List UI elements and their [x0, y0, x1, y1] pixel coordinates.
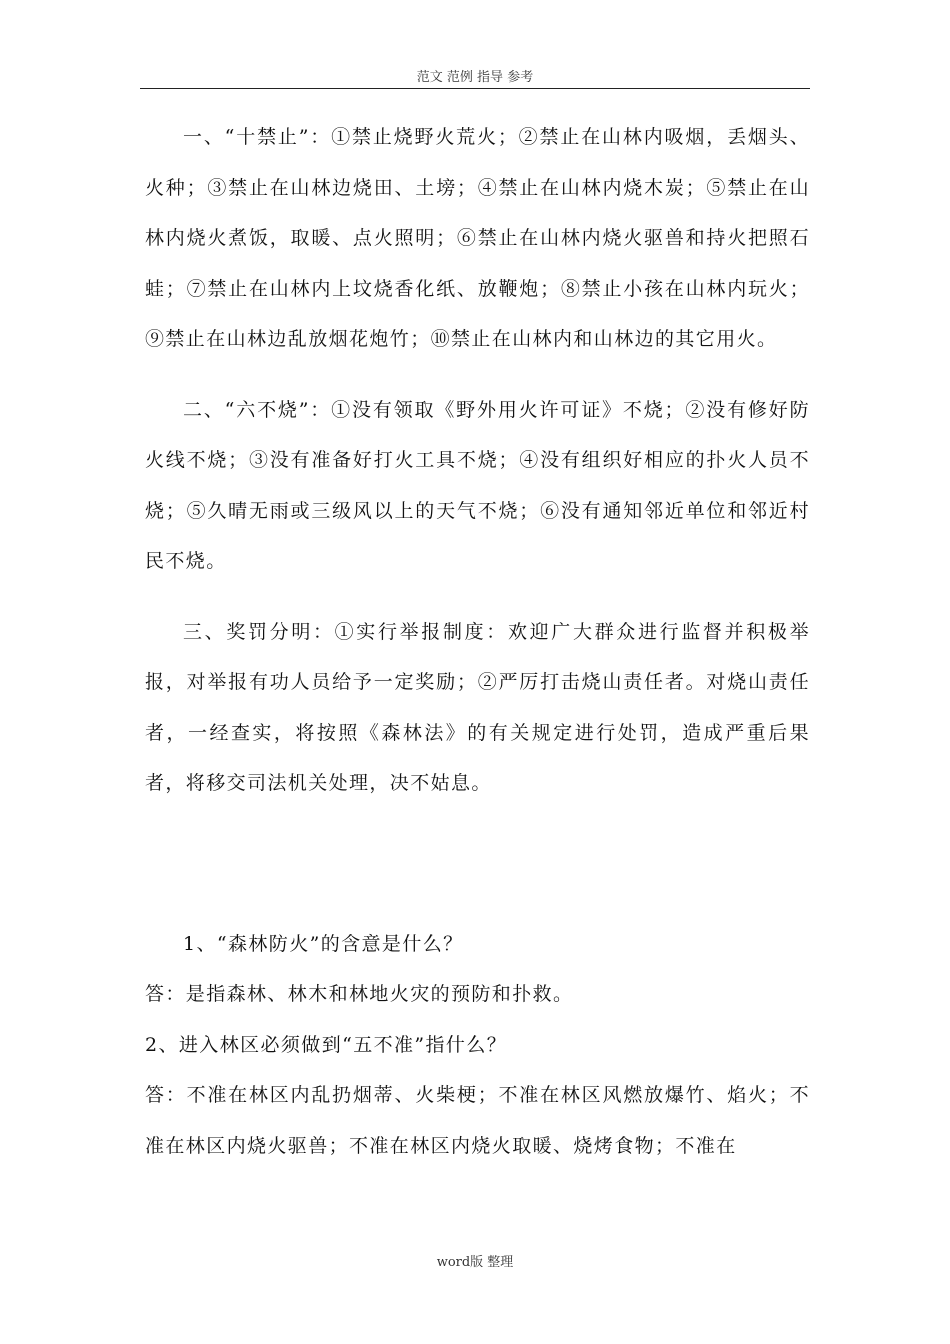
answer-1: 答：是指森林、林木和林地火灾的预防和扑救。	[145, 983, 574, 1005]
page-header: 范文 范例 指导 参考	[416, 70, 534, 85]
header-divider	[140, 88, 810, 89]
paragraph-six-no-burning: 二、“六不烧”：①没有领取《野外用火许可证》不烧；②没有修好防火线不烧；③没有准备好打火工具不烧；④没有组织好相应的扑火人员不烧；⑤久晴无雨或三级风以上的天气不烧；⑥没有通知邻近单位和邻近村民不烧。	[145, 398, 810, 572]
page-footer: word版 整理	[436, 1255, 514, 1270]
qa-section	[145, 919, 810, 1172]
answer-2: 答：不准在林区内乱扔烟蒂、火柴梗；不准在林区风燃放爆竹、焰火；不准在林区内烧火驱兽；不准在林区内烧火取暖、烧烤食物；不准在	[145, 1084, 810, 1157]
paragraph-rewards-penalties: 三、奖罚分明：①实行举报制度：欢迎广大群众进行监督并积极举报，对举报有功人员给予一定奖励；②严厉打击烧山责任者。对烧山责任者，一经查实，将按照《森林法》的有关规定进行处罚，造成严重后果者，将移交司法机关处理，决不姑息。	[145, 620, 810, 794]
question-2: 2、进入林区必须做到“五不准”指什么？	[145, 1033, 508, 1056]
paragraph-ten-prohibitions: 一、“十禁止”：①禁止烧野火荒火；②禁止在山林内吸烟，丢烟头、火种；③禁止在山林边烧田、土塝；④禁止在山林内烧木炭；⑤禁止在山林内烧火煮饭，取暖、点火照明；⑥禁止在山林内烧火驱兽和持火把照石蛙；⑦禁止在山林内上坟烧香化纸、放鞭炮；⑧禁止小孩在山林内玩火；⑨禁止在山林边乱放烟花炮竹；⑩禁止在山林内和山林边的其它用火。	[145, 126, 810, 350]
document-body	[145, 112, 810, 1171]
question-1: 1、“森林防火”的含意是什么？	[183, 932, 464, 955]
